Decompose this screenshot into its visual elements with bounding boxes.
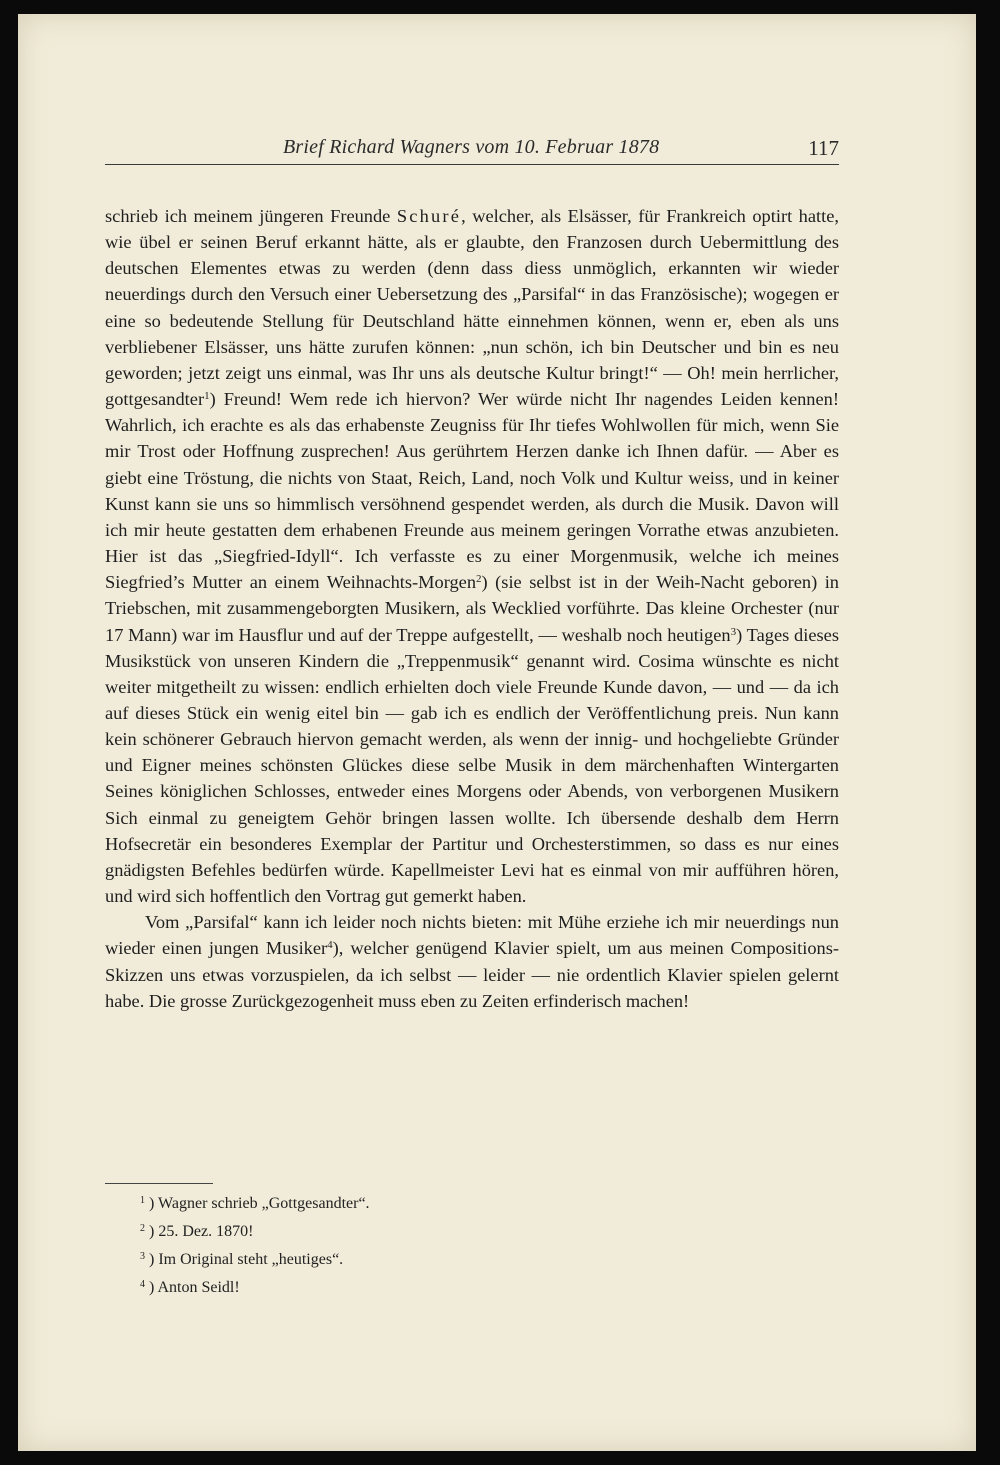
footnote-text: ) Im Original steht „heutiges“. [149,1251,344,1268]
footnote-1 [140,1188,640,1216]
footnote-2 [140,1216,640,1244]
footnote-text: ) Anton Seidl! [149,1279,240,1296]
footnote-ref-3: 3 [730,625,737,638]
footnote-mark: 2 [140,1223,145,1234]
running-title: Brief Richard Wagners vom 10. Februar 1878 [283,136,660,158]
footnote-mark: 1 [140,1195,145,1206]
text-segment: Vom „Parsifal“ kann ich leider noch nichts bieten: mit Mühe erziehe ich mir neuerdings nun wieder einen jungen Musiker [105,912,839,959]
footnote-ref-2: 2 [476,573,482,586]
text-segment: schrieb ich meinem jüngeren Freunde [105,206,397,226]
header-rule [105,164,839,165]
text-segment: ) (sie selbst ist in der Weih-Nacht geboren) in Triebschen, mit zusammengeborgten Musikern, als Wecklied vorführte. Das kleine Orchester (nur 17 Mann) war im Hausflur und auf der Treppe aufgestellt, — weshalb noch heutigen [105,572,839,645]
footnotes [140,1188,640,1300]
body-text [105,203,839,1014]
footnote-mark: 3 [140,1251,145,1262]
paragraph-1 [105,203,839,909]
footnote-ref-4: 4 [327,939,333,952]
footnote-mark: 4 [140,1279,145,1290]
text-segment: ), welcher genügend Klavier spielt, um aus meinen Compositions-Skizzen uns etwas vorzuspielen, da ich selbst — leider — nie ordentlich Klavier spielen gelernt habe. Die grosse Zurückgezogenheit muss eben zu Zeiten erfinderisch machen! [105,938,839,1011]
footnote-text: ) Wagner schrieb „Gottgesandter“. [149,1195,370,1212]
footnote-rule [105,1183,213,1184]
text-segment: , welcher, als Elsässer, für Frankreich optirt hatte, wie übel er seinen Beruf erkannt hätte, als er glaubte, den Franzosen durch Uebermittlung des deutschen Elementes etwas zu werden (denn dass diess unmöglich, erkannten wir wieder neuerdings durch den Versuch einer Uebersetzung des „Parsifal“ in das Französische); wogegen er eine so bedeutende Stellung für Deutschland hätte einnehmen können, wenn er, eben als uns verbliebener Elsässer, uns hätte zurufen können: „nun schön, ich bin Deutscher und bin es neu geworden; jetzt zeigt uns einmal, was Ihr uns als deutsche Kultur bringt!“ — Oh! mein herrlicher, gottgesandter [105,206,840,410]
footnote-4 [140,1272,640,1300]
paragraph-2 [105,909,839,1014]
text-segment: ) Tages dieses Musikstück von unseren Kindern die „Treppenmusik“ genannt wird. Cosima wünschte es nicht weiter mitgetheilt zu wissen: endlich erhielten doch viele Freunde Kunde davon, — und — da ich auf dieses Stück ein wenig eitel bin — gab ich es endlich der Veröffentlichung preis. Nun kann kein schönerer Gebrauch hiervon gemacht werden, als wenn der innig- und hochgeliebte Gründer und Eigner meines schönsten Glückes diese selbe Musik in dem märchenhaften Wintergarten Seines königlichen Schlosses, entweder eines Morgens oder Abends, von verborgenen Musikern Sich einmal zu geneigtem Gehör bringen lassen wollte. Ich übersende deshalb dem Herrn Hofsecretär ein besonderes Exemplar der Partitur und Orchesterstimmen, so dass es nur eines gnädigsten Befehles bedürfen würde. Kapellmeister Levi hat es einmal von mir aufführen hören, und wird sich hoffentlich den Vortrag gut gemerkt haben. [105,624,839,907]
page-number: 117 [808,136,839,160]
running-header [105,136,839,166]
footnote-3 [140,1244,640,1272]
footnote-text: ) 25. Dez. 1870! [149,1223,254,1240]
footnote-ref-1: 1 [204,390,210,403]
spaced-name-schure: Schuré [396,206,462,226]
text-segment: ) Freund! Wem rede ich hiervon? Wer würde nicht Ihr nagendes Leiden kennen! Wahrlich, ich erachte es als das erhabenste Zeugniss für Ihr tiefes Wohlwollen für mich, wenn Sie mir Trost oder Hoffnung zusprechen! Aus gerührtem Herzen danke ich Ihnen dafür. — Aber es giebt eine Tröstung, die nichts von Staat, Reich, Land, noch Volk und Kultur weiss, und in keiner Kunst kann sie uns so himmlisch versöhnend gespendet werden, als durch die Musik. Davon will ich mir heute gestatten dem erhabenen Freunde aus meinem geringen Vorrathe etwas anzubieten. Hier ist das „Siegfried-Idyll“. Ich verfasste es zu einer Morgenmusik, welche ich meines Siegfried’s Mutter an einem Weihnachts-Morgen [105,389,839,593]
